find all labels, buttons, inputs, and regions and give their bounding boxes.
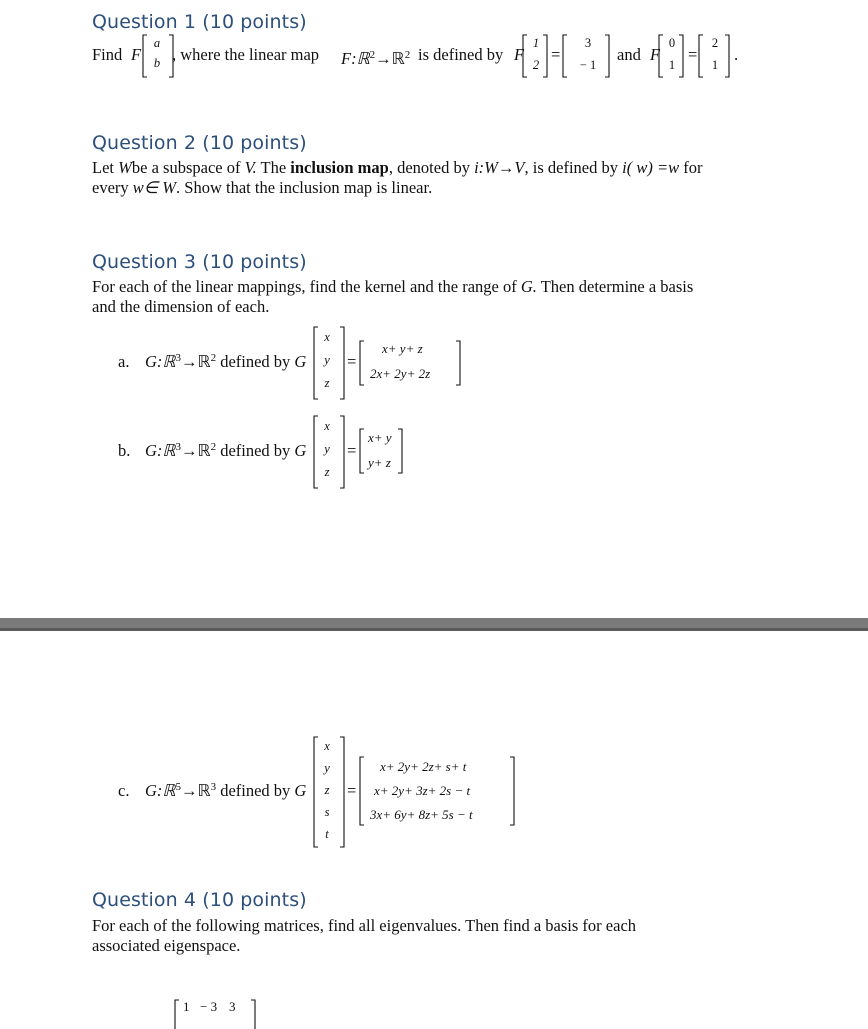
question-1-and: and xyxy=(617,45,641,64)
question-3b-out-1: y+ z xyxy=(368,455,391,470)
question-3-title: Question 3 (10 points) xyxy=(92,251,307,273)
question-1-v2-in-0: 0 xyxy=(668,36,676,50)
question-3c-in-t: t xyxy=(325,827,329,841)
question-1-eq2: = xyxy=(688,45,698,64)
question-1-F: F xyxy=(131,45,142,64)
question-3a-in-y: y xyxy=(324,353,330,367)
question-3c-eq: = xyxy=(347,781,357,800)
question-3-line-1: For each of the linear mappings, find the kernel and the range of G. Then determine a basis xyxy=(92,277,694,296)
question-1-v1-out-0: 3 xyxy=(584,36,592,50)
question-4-title: Question 4 (10 points) xyxy=(92,889,307,911)
question-3-line-2: and the dimension of each. xyxy=(92,297,270,316)
question-3c-in-x: x xyxy=(324,739,330,753)
question-1-vec-b: b xyxy=(153,56,161,70)
question-3b-in-x: x xyxy=(324,419,330,433)
question-1-eq1: = xyxy=(551,45,561,64)
question-3b-in-y: y xyxy=(324,442,330,456)
question-1-F3: F xyxy=(650,45,661,64)
question-3a-in-x: x xyxy=(324,330,330,344)
question-3b-in-z: z xyxy=(324,465,330,479)
page-divider xyxy=(0,618,868,631)
question-3a-out-1: 2x+ 2y+ 2z xyxy=(370,366,431,381)
question-4-line-2: associated eigenspace. xyxy=(92,936,241,955)
question-1-period: . xyxy=(734,45,739,64)
question-3c-in-z: z xyxy=(324,783,330,797)
question-4-line-1: For each of the following matrices, find all eigenvalues. Then find a basis for each xyxy=(92,916,637,935)
question-1-find-label: Find xyxy=(92,45,123,64)
question-3a-eq: = xyxy=(347,352,357,371)
question-2-line-2: every w∈ W. Show that the inclusion map is linear. xyxy=(92,178,433,197)
question-3c-label: c. xyxy=(118,781,130,800)
question-1-vec-a: a xyxy=(153,36,161,50)
question-1-v1-out-1: − 1 xyxy=(579,58,597,72)
question-3c-out-0: x+ 2y+ 2z+ s+ t xyxy=(380,759,467,774)
question-2-line-1: Let Wbe a subspace of V. The inclusion map, denoted by i:W→V, is defined by i( w) =w for xyxy=(92,158,703,177)
question-4-matrix-r1c3: 3 xyxy=(229,999,236,1014)
question-1-v2-out-0: 2 xyxy=(711,36,719,50)
question-3a-map: G:ℝ$^3$→ℝ$^2$ defined by G xyxy=(145,352,307,371)
question-1-defined-by: is defined by xyxy=(418,45,504,64)
question-4-matrix-r1c1: 1 xyxy=(183,999,190,1014)
question-3a-label: a. xyxy=(118,352,130,371)
question-3b-out-0: x+ y xyxy=(368,430,392,445)
question-3c-in-s: s xyxy=(324,805,330,819)
question-4-matrix-r1c2: − 3 xyxy=(200,999,218,1014)
question-3a-out-0: x+ y+ z xyxy=(382,341,423,356)
question-3c-map: G:ℝ$^5$→ℝ$^3$ defined by G xyxy=(145,781,307,800)
question-2-title: Question 2 (10 points) xyxy=(92,132,307,154)
question-1-title: Question 1 (10 points) xyxy=(92,11,307,33)
question-3a-in-z: z xyxy=(324,376,330,390)
question-3b-map: G:ℝ$^3$→ℝ$^2$ defined by G xyxy=(145,441,307,460)
question-3c-out-1: x+ 2y+ 3z+ 2s − t xyxy=(374,783,471,798)
question-1-v2-out-1: 1 xyxy=(711,58,719,72)
question-1-text-mid: , where the linear map xyxy=(172,45,320,64)
question-1-v2-in-1: 1 xyxy=(668,58,676,72)
question-1-v1-in-1: 2 xyxy=(532,58,540,72)
question-3c-in-y: y xyxy=(324,761,330,775)
question-3b-label: b. xyxy=(118,441,131,460)
question-1-map-def: F:ℝ$^2$→ℝ$^2$ xyxy=(341,49,411,68)
question-1-v1-in-0: 1 xyxy=(532,36,540,50)
question-3b-eq: = xyxy=(347,441,357,460)
question-3c-out-2: 3x+ 6y+ 8z+ 5s − t xyxy=(370,807,473,822)
question-1-F2: F xyxy=(514,45,525,64)
